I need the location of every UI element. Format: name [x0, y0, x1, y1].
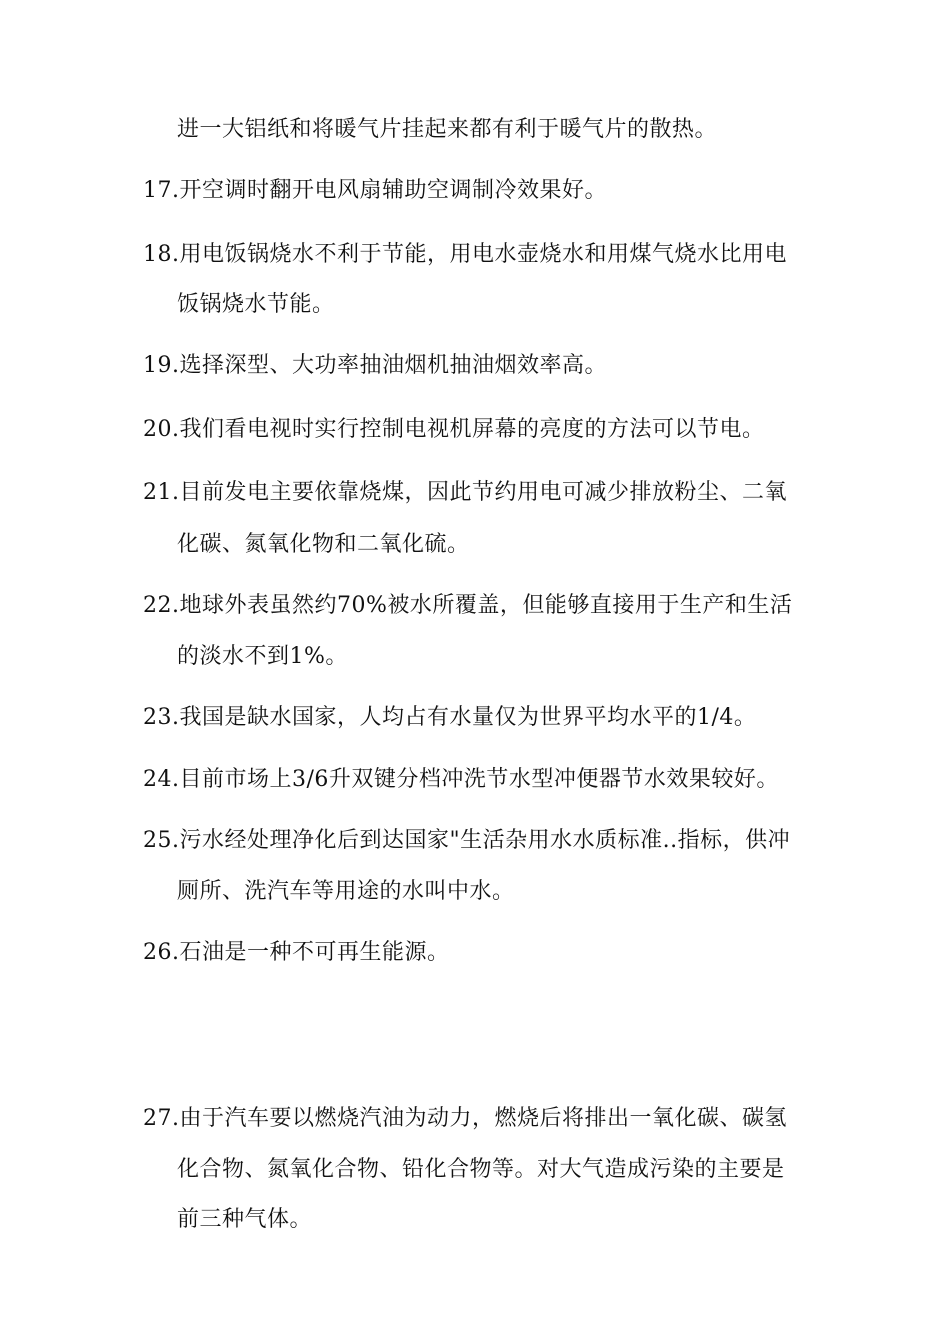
item-text-continuation: 化合物、氮氧化合物、铅化合物等。对大气造成污染的主要是: [177, 1157, 785, 1182]
list-item: [143, 938, 450, 968]
item-text: 我们看电视时实行控制电视机屏幕的亮度的方法可以节电。: [179, 417, 765, 442]
item-number: 24.: [143, 767, 180, 792]
item-number: 25.: [143, 828, 180, 853]
list-item: [143, 591, 792, 621]
item-number: 22.: [143, 593, 180, 618]
item-text: 我国是缺水国家，人均占有水量仅为世界平均水平的1/4。: [179, 705, 757, 730]
item-text: 目前市场上3/6升双键分档冲洗节水型冲便器节水效果较好。: [179, 767, 779, 792]
item-text-continuation: 化碳、氮氧化物和二氧化硫。: [177, 532, 470, 557]
list-item: [143, 240, 787, 270]
item-number: 18.: [143, 242, 180, 267]
item-text-continuation: 的淡水不到1%。: [177, 644, 348, 669]
item-text: 目前发电主要依靠烧煤，因此节约用电可减少排放粉尘、二氧: [179, 480, 788, 505]
list-item: [143, 765, 779, 795]
item-text: 选择深型、大功率抽油烟机抽油烟效率高。: [179, 353, 608, 378]
list-item: [143, 176, 607, 206]
item-text-continuation: 前三种气体。: [177, 1207, 313, 1232]
item-number: 19.: [143, 353, 180, 378]
item-text: 污水经处理净化后到达国家"生活杂用水水质标准..指标，供冲: [179, 828, 791, 853]
item-number: 21.: [143, 480, 180, 505]
item-number: 27.: [143, 1106, 180, 1131]
item-text-continuation: 饭锅烧水节能。: [177, 292, 335, 317]
item-number: 26.: [143, 940, 180, 965]
item-text: 石油是一种不可再生能源。: [179, 940, 450, 965]
list-item: [143, 703, 756, 733]
list-item: [143, 1104, 787, 1134]
item-text: 由于汽车要以燃烧汽油为动力，燃烧后将排出一氧化碳、碳氢: [179, 1106, 788, 1131]
item-number: 20.: [143, 417, 180, 442]
item-text: 地球外表虽然约70%被水所覆盖，但能够直接用于生产和生活: [179, 593, 793, 618]
item-number: 17.: [143, 178, 180, 203]
list-item: [143, 351, 607, 381]
item-text: 开空调时翻开电风扇辅助空调制冷效果好。: [179, 178, 608, 203]
list-item: [143, 478, 787, 508]
list-item: [143, 415, 765, 445]
list-item: [143, 826, 790, 856]
item-text: 用电饭锅烧水不利于节能，用电水壶烧水和用煤气烧水比用电: [179, 242, 788, 267]
continuation-line: 进一大铝纸和将暖气片挂起来都有利于暖气片的散热。: [177, 117, 718, 142]
item-number: 23.: [143, 705, 180, 730]
item-text-continuation: 厕所、洗汽车等用途的水叫中水。: [177, 879, 515, 904]
